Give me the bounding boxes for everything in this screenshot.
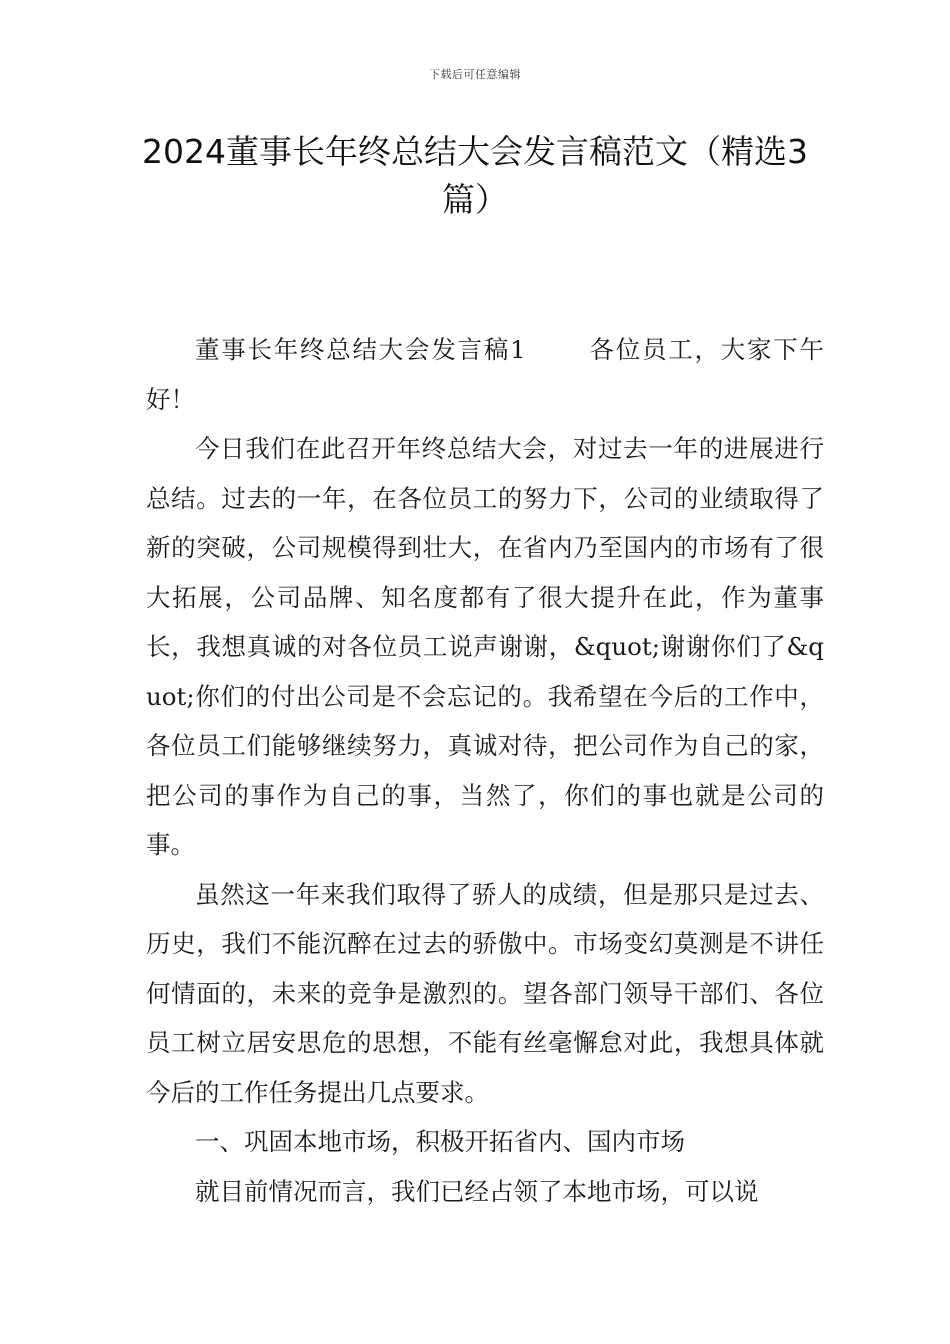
paragraph-1-text: 各位员工，大家下午好！ (146, 335, 825, 414)
paragraph-4: 一、巩固本地市场，积极开拓省内、国内市场 (195, 1127, 685, 1156)
document-body (146, 325, 824, 1216)
paragraph-1-heading: 董事长年终总结大会发言稿1 (195, 335, 526, 364)
paragraph-2: 今日我们在此召开年终总结大会，对过去一年的进展进行总结。过去的一年，在各位员工的努力下，公司的业绩取得了新的突破，公司规模得到壮大，在省内乃至国内的市场有了很大拓展，公司品牌、知名度都有了很大提升在此，作为董事长，我想真诚的对各位员工说声谢谢，&quot;谢谢你们了&quot;你们的付出公司是不会忘记的。我希望在今后的工作中，各位员工们能够继续努力，真诚对待，把公司作为自己的家，把公司的事作为自己的事，当然了，你们的事也就是公司的事。 (146, 434, 824, 859)
paragraph-5: 就目前情况而言，我们已经占领了本地市场，可以说 (195, 1176, 759, 1206)
paragraph-3: 虽然这一年来我们取得了骄人的成绩，但是那只是过去、历史，我们不能沉醉在过去的骄傲中。市场变幻莫测是不讲任何情面的，未来的竞争是激烈的。望各部门领导干部们、各位员工树立居安思危的思想，不能有丝毫懈怠对此，我想具体就今后的工作任务提出几点要求。 (146, 879, 824, 1107)
document-title: 2024董事长年终总结大会发言稿范文（精选3篇） (142, 132, 808, 219)
header-note: 下载后可任意编辑 (429, 68, 521, 81)
paragraph-1 (146, 325, 824, 424)
